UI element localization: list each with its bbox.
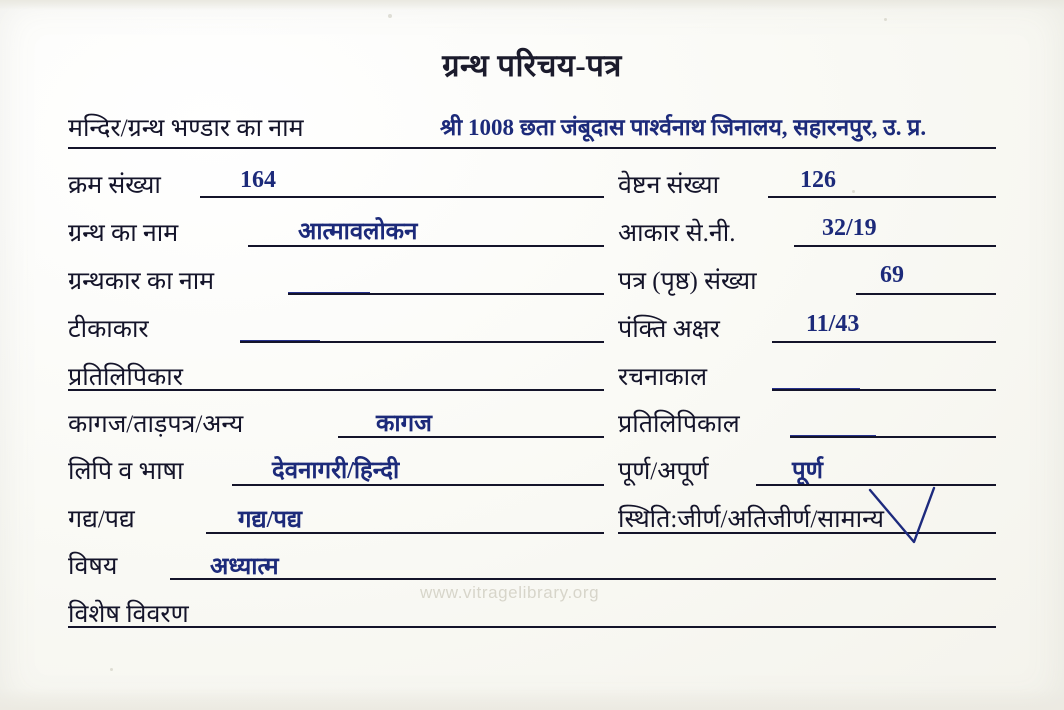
row6-right-rule xyxy=(790,436,996,438)
field-value-line-letter: 11/43 xyxy=(806,311,860,337)
field-label-complete-incomplete: पूर्ण/अपूर्ण xyxy=(618,458,709,485)
row1-left-rule xyxy=(200,196,604,198)
paper-speck xyxy=(110,668,113,671)
row4-right-rule xyxy=(772,341,996,343)
field-value-script-language: देवनागरी/हिन्दी xyxy=(272,458,400,484)
paper-edge-bottom xyxy=(0,688,1064,710)
field-value-prose-verse: गद्य/पद्य xyxy=(238,507,303,533)
paper-speck xyxy=(852,190,855,193)
header-rule xyxy=(68,147,996,149)
field-label-special-details: विशेष विवरण xyxy=(68,601,189,628)
temple-name-value: श्री 1008 छता जंबूदास पार्श्वनाथ जिनालय, सहारनपुर, उ. प्र. xyxy=(440,115,927,140)
field-label-copy-period: प्रतिलिपिकाल xyxy=(618,411,740,438)
row2-left-rule xyxy=(248,245,604,247)
site-watermark: www.vitragelibrary.org xyxy=(420,583,600,602)
field-label-material: कागज/ताड़पत्र/अन्य xyxy=(68,411,244,438)
field-value-serial-number: 164 xyxy=(240,167,276,193)
field-label-size-cm: आकार से.नी. xyxy=(618,220,736,247)
field-label-folio-count: पत्र (पृष्ठ) संख्या xyxy=(618,268,757,295)
row3-right-rule xyxy=(856,293,996,295)
row5-left-rule xyxy=(68,389,604,391)
field-label-serial-number: क्रम संख्या xyxy=(68,172,161,199)
row10-rule xyxy=(68,626,996,628)
row1-right-rule xyxy=(768,196,996,198)
field-label-script-language: लिपि व भाषा xyxy=(68,458,184,485)
field-value-folio-count: 69 xyxy=(880,262,904,288)
row8-right-rule xyxy=(618,532,996,534)
field-value-subject: अध्यात्म xyxy=(210,554,279,580)
field-label-subject: विषय xyxy=(68,553,118,580)
field-label-author-name: ग्रन्थकार का नाम xyxy=(68,268,215,295)
temple-name-label: मन्दिर/ग्रन्थ भण्डार का नाम xyxy=(68,115,304,142)
field-label-condition: स्थिति:जीर्ण/अतिजीर्ण/सामान्य xyxy=(618,506,884,533)
field-label-vestan-number: वेष्टन संख्या xyxy=(618,172,720,199)
field-label-composition-period: रचनाकाल xyxy=(618,364,708,391)
field-label-prose-verse: गद्य/पद्य xyxy=(68,506,135,533)
paper-edge-top xyxy=(0,0,1064,10)
field-value-material: कागज xyxy=(376,411,432,437)
row9-rule xyxy=(170,578,996,580)
field-label-scribe: प्रतिलिपिकार xyxy=(68,364,183,391)
row3-left-rule xyxy=(288,293,604,295)
row6-left-rule xyxy=(338,436,604,438)
row7-right-rule xyxy=(756,484,996,486)
field-value-complete-incomplete: पूर्ण xyxy=(792,458,823,484)
field-value-vestan-number: 126 xyxy=(800,167,836,193)
row8-left-rule xyxy=(206,532,604,534)
field-label-line-letter: पंक्ति अक्षर xyxy=(618,316,720,343)
row2-right-rule xyxy=(794,245,996,247)
row7-left-rule xyxy=(232,484,604,486)
paper-speck xyxy=(884,18,887,21)
row5-right-rule xyxy=(772,389,996,391)
paper-speck xyxy=(388,14,392,18)
field-label-commentator: टीकाकार xyxy=(68,316,149,343)
field-value-size-cm: 32/19 xyxy=(822,215,877,241)
row4-left-rule xyxy=(240,341,604,343)
field-label-granth-name: ग्रन्थ का नाम xyxy=(68,220,179,247)
field-value-granth-name: आत्मावलोकन xyxy=(298,219,418,245)
page-title: ग्रन्थ परिचय-पत्र xyxy=(442,48,622,83)
